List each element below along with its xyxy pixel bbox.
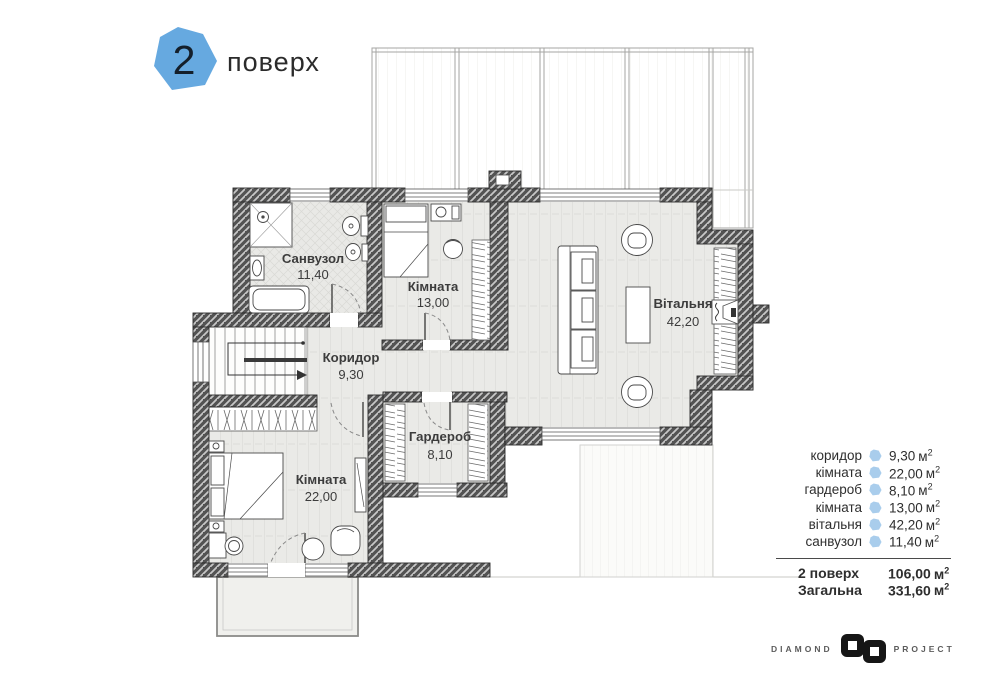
room-area-kimnata22: 22,00 xyxy=(304,489,338,504)
total-overall-value: 331,60 xyxy=(888,582,931,599)
door-gap xyxy=(268,563,305,577)
legend-row: кімната 13,00 $м^2$ xyxy=(770,499,958,516)
hexagon-bullet-icon xyxy=(869,449,882,462)
legend-room-name: вітальня xyxy=(808,516,862,532)
room-label-korydor: Коридор xyxy=(322,350,380,365)
hexagon-bullet-icon xyxy=(869,501,882,514)
closet-hanging-rail xyxy=(207,407,317,431)
legend-room-value: 8,10 xyxy=(889,483,916,499)
shower xyxy=(250,203,292,247)
double-bed xyxy=(209,453,283,519)
room-area-korydor: 9,30 xyxy=(338,367,364,382)
toilet xyxy=(343,216,369,236)
coffee-table xyxy=(626,287,650,343)
desk xyxy=(431,204,461,221)
washbasin xyxy=(250,256,264,280)
armchair xyxy=(622,377,653,408)
armchair xyxy=(622,225,653,256)
mirror xyxy=(355,458,366,512)
legend-room-name: коридор xyxy=(810,448,862,464)
bathtub xyxy=(249,286,309,313)
window xyxy=(228,564,268,576)
hexagon-bullet-icon xyxy=(869,535,882,548)
hexagon-bullet-icon xyxy=(869,466,882,479)
logo-word-right: PROJECT xyxy=(893,643,955,654)
total-row-floor: 2 поверх 106,00 $м^2$ xyxy=(798,565,950,582)
balcony xyxy=(217,577,358,636)
area-legend xyxy=(770,447,958,598)
closet xyxy=(385,404,405,481)
window xyxy=(193,342,209,382)
total-overall-label: Загальна xyxy=(798,581,862,598)
side-table xyxy=(302,538,324,560)
total-row-overall: Загальна 331,60 $м^2$ xyxy=(798,581,950,599)
room-area-vitalnya: 42,20 xyxy=(666,314,700,329)
hexagon-bullet-icon xyxy=(869,483,882,496)
legend-room-value: 9,30 xyxy=(889,448,916,464)
legend-row: санвузол 11,40 $м^2$ xyxy=(770,533,958,550)
window xyxy=(305,564,348,576)
nightstand xyxy=(209,441,224,452)
terrace xyxy=(580,445,713,577)
hexagon-bullet-icon xyxy=(869,518,882,531)
room-label-vitalnya: Вітальня xyxy=(653,296,713,311)
legend-row: вітальня 42,20 $м^2$ xyxy=(770,516,958,533)
legend-room-name: санвузол xyxy=(805,534,862,550)
legend-room-value: 11,40 xyxy=(889,534,922,550)
window xyxy=(405,189,468,201)
legend-divider xyxy=(776,558,951,559)
window xyxy=(542,428,660,440)
chair xyxy=(444,240,463,259)
legend-row: кімната 22,00 $м^2$ xyxy=(770,464,958,481)
dp-monogram-icon xyxy=(840,633,887,664)
closet xyxy=(472,240,490,340)
room-area-kimnata13: 13,00 xyxy=(416,295,450,310)
room-label-kimnata22: Кімната xyxy=(295,472,347,487)
wall-bump xyxy=(753,305,769,323)
armchair xyxy=(331,526,360,555)
room-area-sanvuzol: 11,40 xyxy=(297,267,329,282)
legend-room-value: 13,00 xyxy=(889,500,923,516)
total-floor-value: 106,00 xyxy=(888,565,931,582)
door-gap xyxy=(423,340,450,350)
window xyxy=(540,189,660,201)
legend-row: гардероб 8,10 $м^2$ xyxy=(770,481,958,498)
legend-room-name: кімната xyxy=(815,499,862,515)
window xyxy=(418,484,457,496)
legend-room-name: гардероб xyxy=(804,482,862,498)
diamond-project-logo xyxy=(771,633,955,664)
room-area-harderob: 8,10 xyxy=(427,447,453,462)
room-label-harderob: Гардероб xyxy=(408,429,472,444)
single-bed xyxy=(384,204,428,277)
bidet xyxy=(346,244,369,262)
legend-room-value: 22,00 xyxy=(889,466,923,482)
chimney-flue xyxy=(496,175,509,185)
room-label-kimnata13: Кімната xyxy=(407,279,459,294)
legend-row: коридор 9,30 $м^2$ xyxy=(770,447,958,464)
badge-number: 2 xyxy=(172,37,196,83)
sofa xyxy=(558,246,598,374)
legend-room-name: кімната xyxy=(815,465,862,481)
legend-room-value: 42,20 xyxy=(889,517,923,533)
fireplace xyxy=(712,300,738,324)
total-floor-label: 2 поверх xyxy=(798,565,860,582)
door-gap xyxy=(330,313,358,327)
window xyxy=(290,189,330,201)
badge-label: поверх xyxy=(227,46,320,77)
room-label-sanvuzol: Санвузол xyxy=(281,251,345,266)
door-gap xyxy=(422,392,452,402)
logo-word-left: DIAMOND xyxy=(771,643,833,654)
nightstand xyxy=(209,521,224,532)
